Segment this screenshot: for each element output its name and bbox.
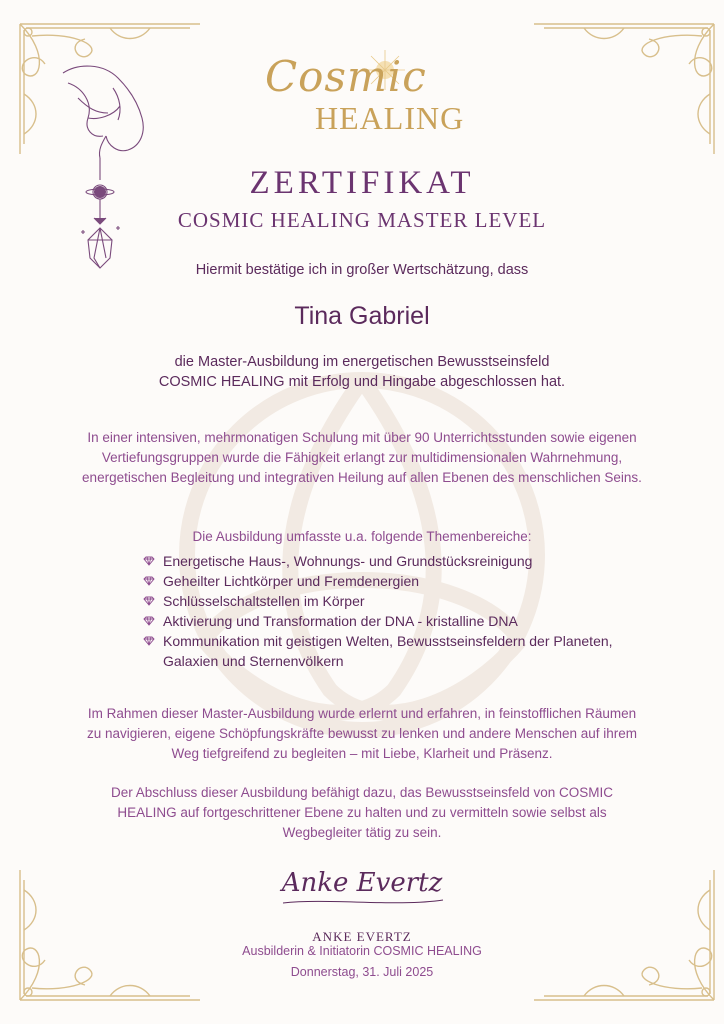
paragraph-training: In einer intensiven, mehrmonatigen Schulung mit über 90 Unterrichtsstunden sowie eigenen Vertiefungsgruppen wurde die Fähigkeit erlangt zur multidimensionalen Wahrnehmung, energetischen Begleitung und integrativen Heilung auf allen Ebenen des menschlichen Seins. — [82, 430, 642, 485]
completion-text — [0, 352, 724, 392]
completion-line-1: die Master-Ausbildung im energetischen Bewusstseinsfeld — [174, 354, 550, 370]
list-item — [141, 611, 621, 631]
signature-underline — [278, 895, 448, 909]
diamond-bullet-icon — [143, 596, 155, 606]
handwritten-signature: Anke Evertz — [281, 868, 443, 898]
logo-line-2: HEALING — [315, 100, 465, 136]
topic-label: Energetische Haus-, Wohnungs- und Grundstücksreinigung — [163, 553, 533, 569]
certificate-title: ZERTIFIKAT — [249, 165, 475, 201]
diamond-bullet-icon — [143, 576, 155, 586]
topics-list — [141, 551, 621, 671]
diamond-bullet-icon — [143, 616, 155, 626]
signer-role: Ausbilderin & Initiatorin COSMIC HEALING — [242, 944, 482, 958]
topic-label: Geheilter Lichtkörper und Fremdenergien — [163, 573, 420, 589]
topic-label: Aktivierung und Transformation der DNA - kristalline DNA — [163, 613, 518, 629]
corner-ornament-top-right — [524, 14, 724, 164]
logo-line-1: Cosmic — [265, 52, 427, 101]
list-item — [141, 631, 621, 671]
list-item — [141, 591, 621, 611]
topic-label: Kommunikation mit geistigen Welten, Bewusstseinsfeldern der Planeten, Galaxien und Sternenvölkern — [163, 633, 613, 669]
paragraph-qualification: Der Abschluss dieser Ausbildung befähigt dazu, das Bewusstseinsfeld von COSMIC HEALING auf fortgeschrittener Ebene zu halten und zu vermitteln sowie selbst als Wegbegleiter tätig zu sein. — [110, 785, 614, 840]
diamond-bullet-icon — [143, 636, 155, 646]
intro-text: Hiermit bestätige ich in großer Wertschätzung, dass — [195, 262, 529, 278]
recipient-name: Tina Gabriel — [294, 302, 430, 330]
signer-name: ANKE EVERTZ — [312, 929, 412, 944]
topic-label: Schlüsselschaltstellen im Körper — [163, 593, 365, 609]
completion-line-2: COSMIC HEALING mit Erfolg und Hingabe abgeschlossen hat. — [158, 374, 566, 390]
topics-intro: Die Ausbildung umfasste u.a. folgende Themenbereiche: — [192, 529, 532, 544]
paragraph-experience: Im Rahmen dieser Master-Ausbildung wurde erlernt und erfahren, in feinstofflichen Räumen zu navigieren, eigene Schöpfungskräfte bewusst zu lenken und andere Menschen auf ihrem Weg tiefgreifend zu begleiten – mit Liebe, Klarheit und Präsenz. — [86, 706, 638, 761]
list-item — [141, 551, 621, 571]
logo — [255, 48, 475, 148]
certificate-subtitle: COSMIC HEALING MASTER LEVEL — [177, 208, 547, 232]
diamond-bullet-icon — [143, 556, 155, 566]
list-item — [141, 571, 621, 591]
certificate-date: Donnerstag, 31. Juli 2025 — [290, 965, 434, 979]
